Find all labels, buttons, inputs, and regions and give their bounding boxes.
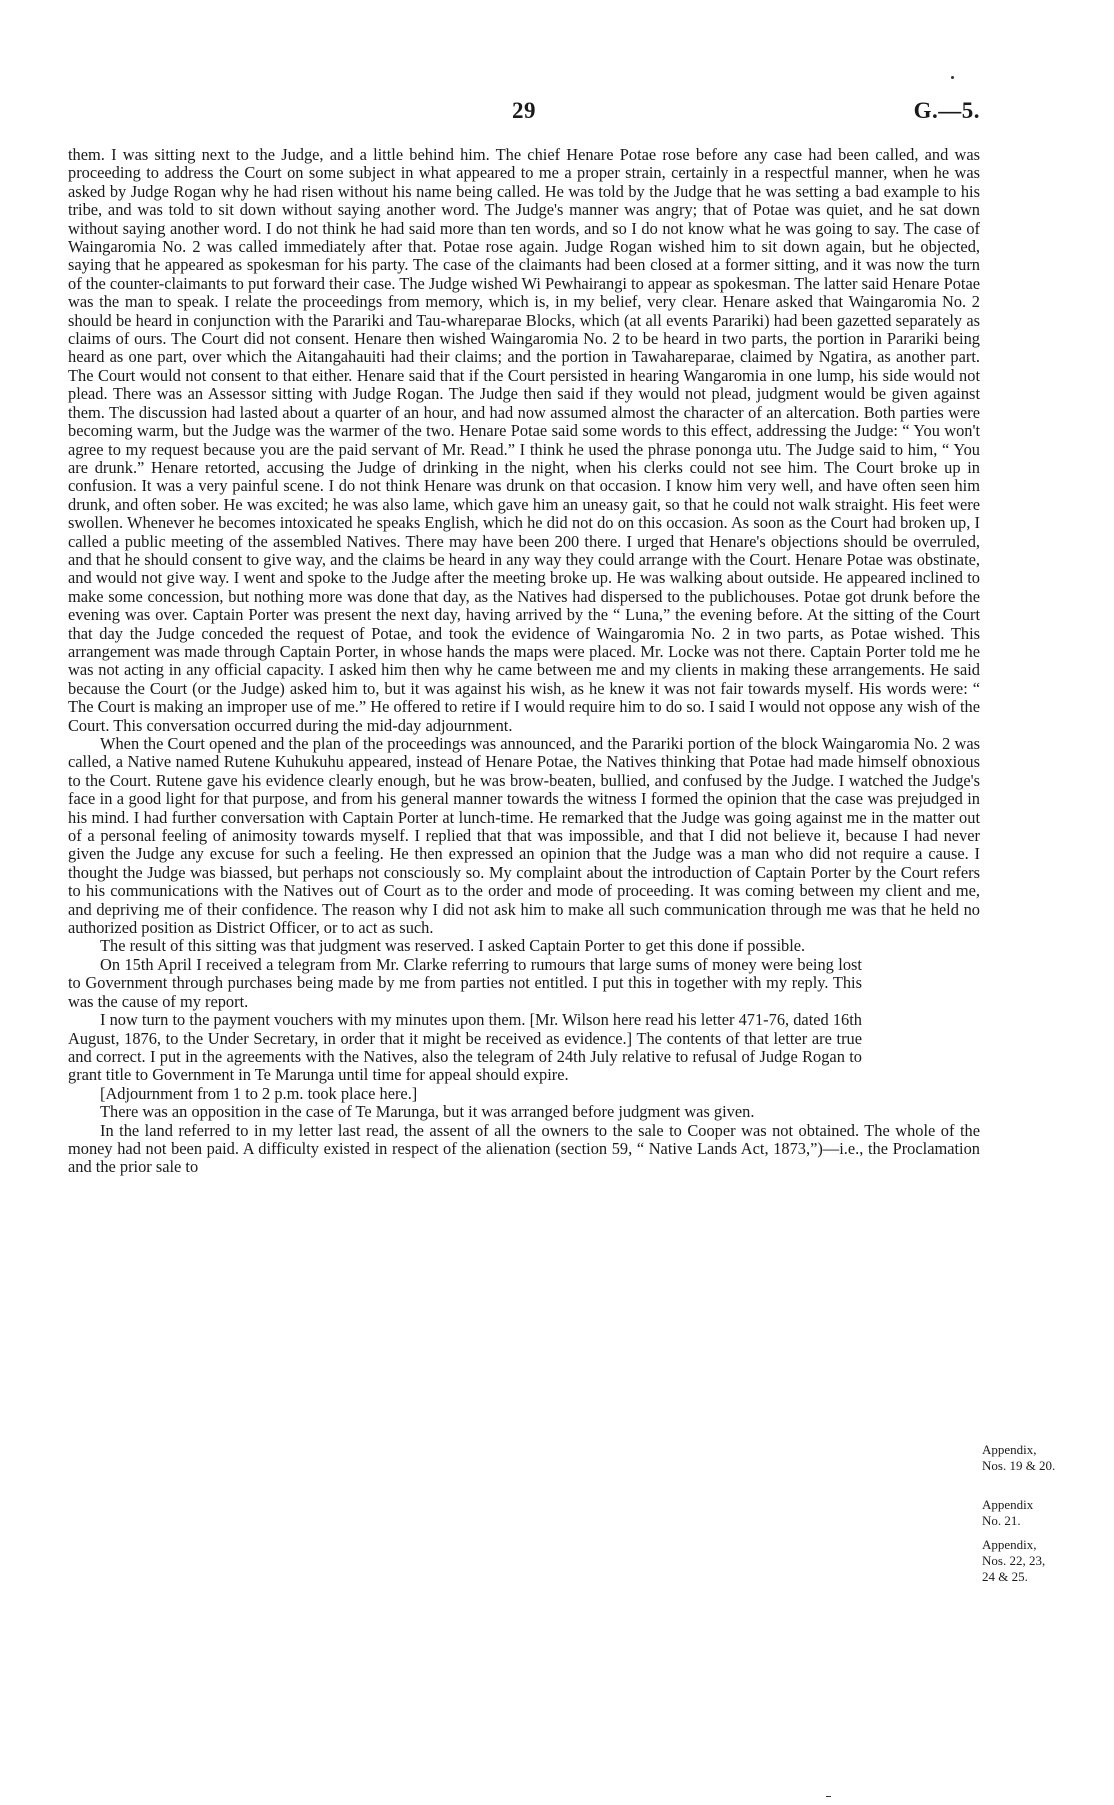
page-header: [68, 98, 980, 128]
scan-speck: [951, 76, 954, 79]
paragraph-6: [Adjournment from 1 to 2 p.m. took place here.]: [100, 1083, 418, 1103]
margin-note-appendix-21: Appendix No. 21.: [982, 1497, 1034, 1528]
paragraph-2: When the Court opened and the plan of the proceedings was announced, and the Parariki portion of the block Waingaromia No. 2 was called, a Native named Rutene Kuhukuhu appeared, instead of Henare Potae, the Natives thinking that Potae had made himself obnoxious to the Court. Rutene gave his evidence clearly enough, but he was brow-beaten, bullied, and confused by the Judge. I watched the Judge's face in a good light for that purpose, and from his general manner towards the witness I formed the opinion that the case was prejudged in his mind. I had further conversation with Captain Porter at lunch-time. He remarked that the Judge was going against me in the matter out of a personal feeling of animosity towards myself. I replied that that was impossible, and that I did not believe it, because I had never given the Judge any excuse for such a feeling. He then expressed an opinion that the Judge was a man who did not require a cause. I thought the Judge was biassed, but perhaps not consciously so. My complaint about the introduction of Captain Porter by the Court refers to his communications with the Natives out of Court as to the order and mode of proceeding. It was coming between my client and me, and depriving me of their confidence. The reason why I did not ask him to make all such communication through me was that he held no authorized position as District Officer, or to act as such.: [68, 734, 980, 938]
paragraph-4: On 15th April I received a telegram from Mr. Clarke referring to rumours that large sums of money were being lost to Government through purchases being made by me from parties not entitled. I put this in together with my reply. This was the cause of my report.: [68, 954, 862, 1011]
paragraph-3: The result of this sitting was that judgment was reserved. I asked Captain Porter to get this done if possible.: [100, 936, 806, 956]
paragraph-5: I now turn to the payment vouchers with my minutes upon them. [Mr. Wilson here read his letter 471-76, dated 16th August, 1876, to the Under Secretary, in order that it might be received as evidence.] The contents of that letter are true and correct. I put in the agreements with the Natives, also the telegram of 24th July relative to refusal of Judge Rogan to grant title to Government in Te Marunga until time for appeal should expire.: [68, 1010, 862, 1085]
scan-mark: [826, 1796, 831, 1797]
document-reference: G.—5.: [913, 98, 980, 123]
document-body: [68, 146, 980, 1177]
paragraph-8: In the land referred to in my letter last read, the assent of all the owners to the sale to Cooper was not obtained. The whole of the money had not been paid. A difficulty existed in respect of the alienation (section 59, “ Native Lands Act, 1873,”)—i.e., the Proclamation and the prior sale to: [68, 1120, 980, 1177]
margin-note-appendix-22-25: Appendix, Nos. 22, 23, 24 & 25.: [982, 1537, 1046, 1584]
paragraph-1: them. I was sitting next to the Judge, and a little behind him. The chief Henare Potae rose before any case had been called, and was proceeding to address the Court on some subject in what appeared to me a proper strain, certainly in a respectful manner, when he was asked by Judge Rogan why he had risen without his name being called. He was told by the Judge that he was setting a bad example to his tribe, and was told to sit down without saying another word. The Judge's manner was angry; that of Potae was quiet, and he sat down without saying another word. I do not think he had said more than ten words, and so I do not know what he was going to say. The case of Waingaromia No. 2 was called immediately after that. Potae rose again. Judge Rogan wished him to sit down again, but he objected, saying that he appeared as spokesman for his party. The case of the claimants had been closed at a former sitting, and it was now the turn of the counter-claimants to put forward their case. The Judge wished Wi Pewhairangi to appear as spokesman. The latter said Henare Potae was the man to speak. I relate the proceedings from memory, which is, in my belief, very clear. Henare asked that Waingaromia No. 2 should be heard in conjunction with the Parariki and Tau-whareparae Blocks, which (at all events Parariki) had been gazetted separately as claims of ours. The Court did not consent. Henare then wished Waingaromia No. 2 to be heard in two parts, the portion in Parariki being heard as one part, over which the Aitangahauiti had their claims; and the portion in Tawahareparae, claimed by Ngatira, as another part. The Court would not consent to that either. Henare said that if the Court persisted in hearing Wangaromia in one lump, his side would not plead. There was an Assessor sitting with Judge Rogan. The Judge then said if they would not plead, judgment would be given against them. The discussion had lasted about a quarter of an hour, and had now assumed almost the character of an altercation. Both parties were becoming warm, but the Judge was the warmer of the two. Henare Potae said some words to this effect, addressing the Judge: “ You won't agree to my request because you are the paid servant of Mr. Read.” I think he used the phrase pononga utu. The Judge said to him, “ You are drunk.” Henare retorted, accusing the Judge of drinking in the night, when his clerks could not see him. The Court broke up in confusion. It was a very painful scene. I do not think Henare was drunk on that occasion. I know him very well, and have often seen him drunk, and often sober. He was excited; he was also lame, which gave him an uneasy gait, so that he could not walk straight. His feet were swollen. Whenever he becomes intoxicated he speaks English, which he did not do on this occasion. As soon as the Court had broken up, I called a public meeting of the assembled Natives. There may have been 200 there. I urged that Henare's objections should be overruled, and that he should consent to give way, and the claims be heard in any way they could arrange with the Court. Henare Potae was obstinate, and would not give way. I went and spoke to the Judge after the meeting broke up. He was walking about outside. He appeared inclined to make some concession, but nothing more was done that day, as the Natives had dispersed to the publichouses. Potae got drunk before the evening was over. Captain Porter was present the next day, having arrived by the “ Luna,” the evening before. At the sitting of the Court that day the Judge conceded the request of Potae, and took the evidence of Waingaromia No. 2 in two parts, as Potae wished. This arrangement was made through Captain Porter, in whose hands the maps were placed. Mr. Locke was not there. Captain Porter told me he was not acting in any official capacity. I asked him then why he came between me and my clients in making these arrangements. He said because the Court (or the Judge) asked him to, but it was against his wish, as he knew it was not fair towards myself. His words were: “ The Court is making an improper use of me.” He offered to retire if I would require him to do so. I said I would not oppose any wish of the Court. This conversation occurred during the mid-day adjournment.: [68, 145, 980, 735]
paragraph-7: There was an opposition in the case of Te Marunga, but it was arranged before judgment was given.: [100, 1102, 755, 1122]
margin-note-appendix-19-20: Appendix, Nos. 19 & 20.: [982, 1442, 1056, 1473]
page-number: 29: [512, 98, 536, 123]
